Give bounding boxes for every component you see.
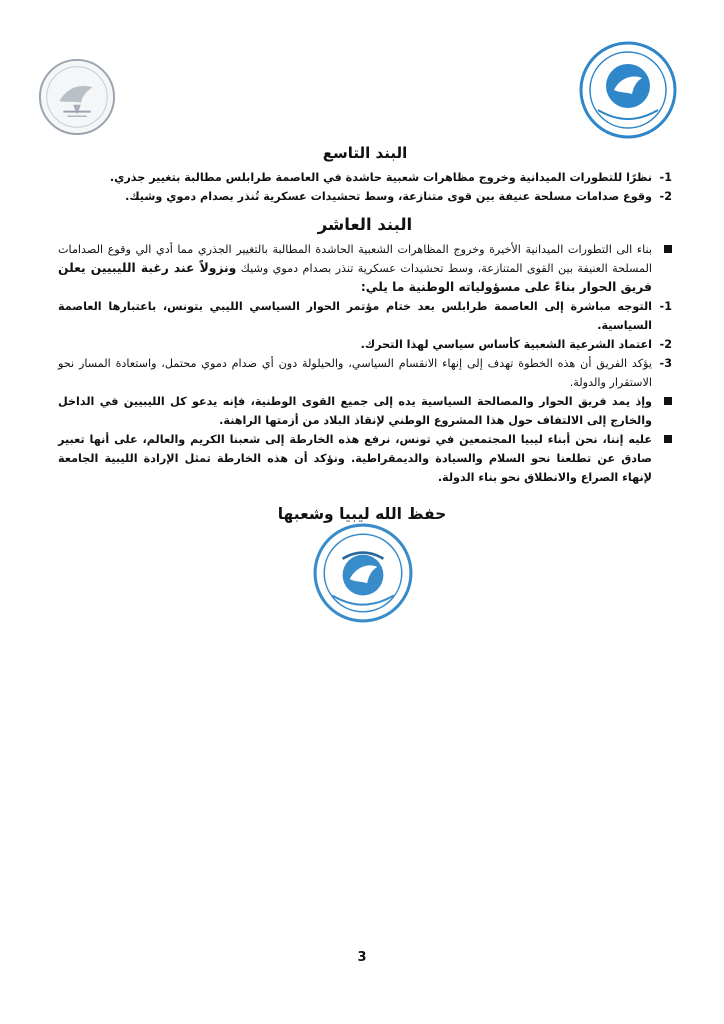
item-text: التوجه مباشرة إلى العاصمة طرابلس بعد ختام مؤتمر الحوار السياسي الليبي بتونس، باعتبارها العاصمة السياسية. <box>58 300 652 332</box>
bullet-square-icon <box>654 430 672 449</box>
page-number: 3 <box>357 950 367 965</box>
item-number: 1- <box>659 300 672 313</box>
item-number: 3- <box>659 357 672 370</box>
bullet-square-icon <box>654 392 672 411</box>
item-text: اعتماد الشرعية الشعبية كأساس سياسي لهذا التحرك. <box>360 338 652 351</box>
intro-emphasis: ونزولاً عند رغبة الليبيين يعلن فريق الحوار بناءً على مسؤولياته الوطنية ما يلي: <box>58 261 652 294</box>
section10-item <box>58 354 672 392</box>
section10-paragraph <box>58 430 672 487</box>
item-number: 1- <box>659 171 672 184</box>
section10-intro <box>58 240 672 297</box>
closing-line: حفظ الله ليبيا وشعبها <box>277 505 447 523</box>
section10-title: البند العاشر <box>317 215 413 234</box>
section9-item <box>58 168 672 187</box>
paragraph-text: عليه إننا، نحن أبناء ليبيا المجتمعين في تونس، نرفع هذه الخارطة إلى شعبنا الكريم والعالم، على أنها تعبير صادق عن تطلعنا نحو السلام والسيادة والديمقراطية. ونؤكد أن هذه الخارطة تمثل الإرادة الليبية الجامعة لإنهاء الصراع والانطلاق نحو بناء الدولة. <box>58 433 652 484</box>
bullet-square-icon <box>654 240 672 259</box>
section9-item <box>58 187 672 206</box>
paragraph-text: وإذ يمد فريق الحوار والمصالحة السياسية يده إلى جميع القوى الوطنية، فإنه يدعو كل الليبيين في الداخل والخارج إلى الالتفاف حول هذا المشروع الوطني لإنقاذ البلاد من أزمتها الراهنة. <box>58 395 652 427</box>
right-organization-seal <box>578 40 678 140</box>
section10-item <box>58 297 672 335</box>
left-organization-logo <box>38 58 116 136</box>
section10-item <box>58 335 672 354</box>
item-text: نظرًا للتطورات الميدانية وخروج مظاهرات شعبية حاشدة في العاصمة طرابلس مطالبة بتغيير جذري. <box>109 171 652 184</box>
section9-title: البند التاسع <box>322 144 408 162</box>
item-text: يؤكد الفريق أن هذه الخطوة تهدف إلى إنهاء الانقسام السياسي، والحيلولة دون أي صدام دموي محتمل، واستعادة المسار نحو الاستقرار والدولة. <box>58 357 652 389</box>
document-body <box>58 140 672 487</box>
item-number: 2- <box>659 190 672 203</box>
intro-text: بناء الى التطورات الميدانية الأخيرة وخروج المظاهرات الشعبية الحاشدة المطالبة بالتغيير الجذري مما أدي الي وقوع الصدامات المسلحة العنيفة بين القوى المتنازعة، وسط تحشيدات عسكرية تنذر بصدام دموي وشيك <box>58 243 652 275</box>
item-number: 2- <box>659 338 672 351</box>
section10-paragraph <box>58 392 672 430</box>
organization-stamp <box>312 522 414 624</box>
item-text: وقوع صدامات مسلحة عنيفة بين قوى متنازعة، وسط تحشيدات عسكرية تُنذر بصدام دموي وشيك. <box>125 190 652 203</box>
